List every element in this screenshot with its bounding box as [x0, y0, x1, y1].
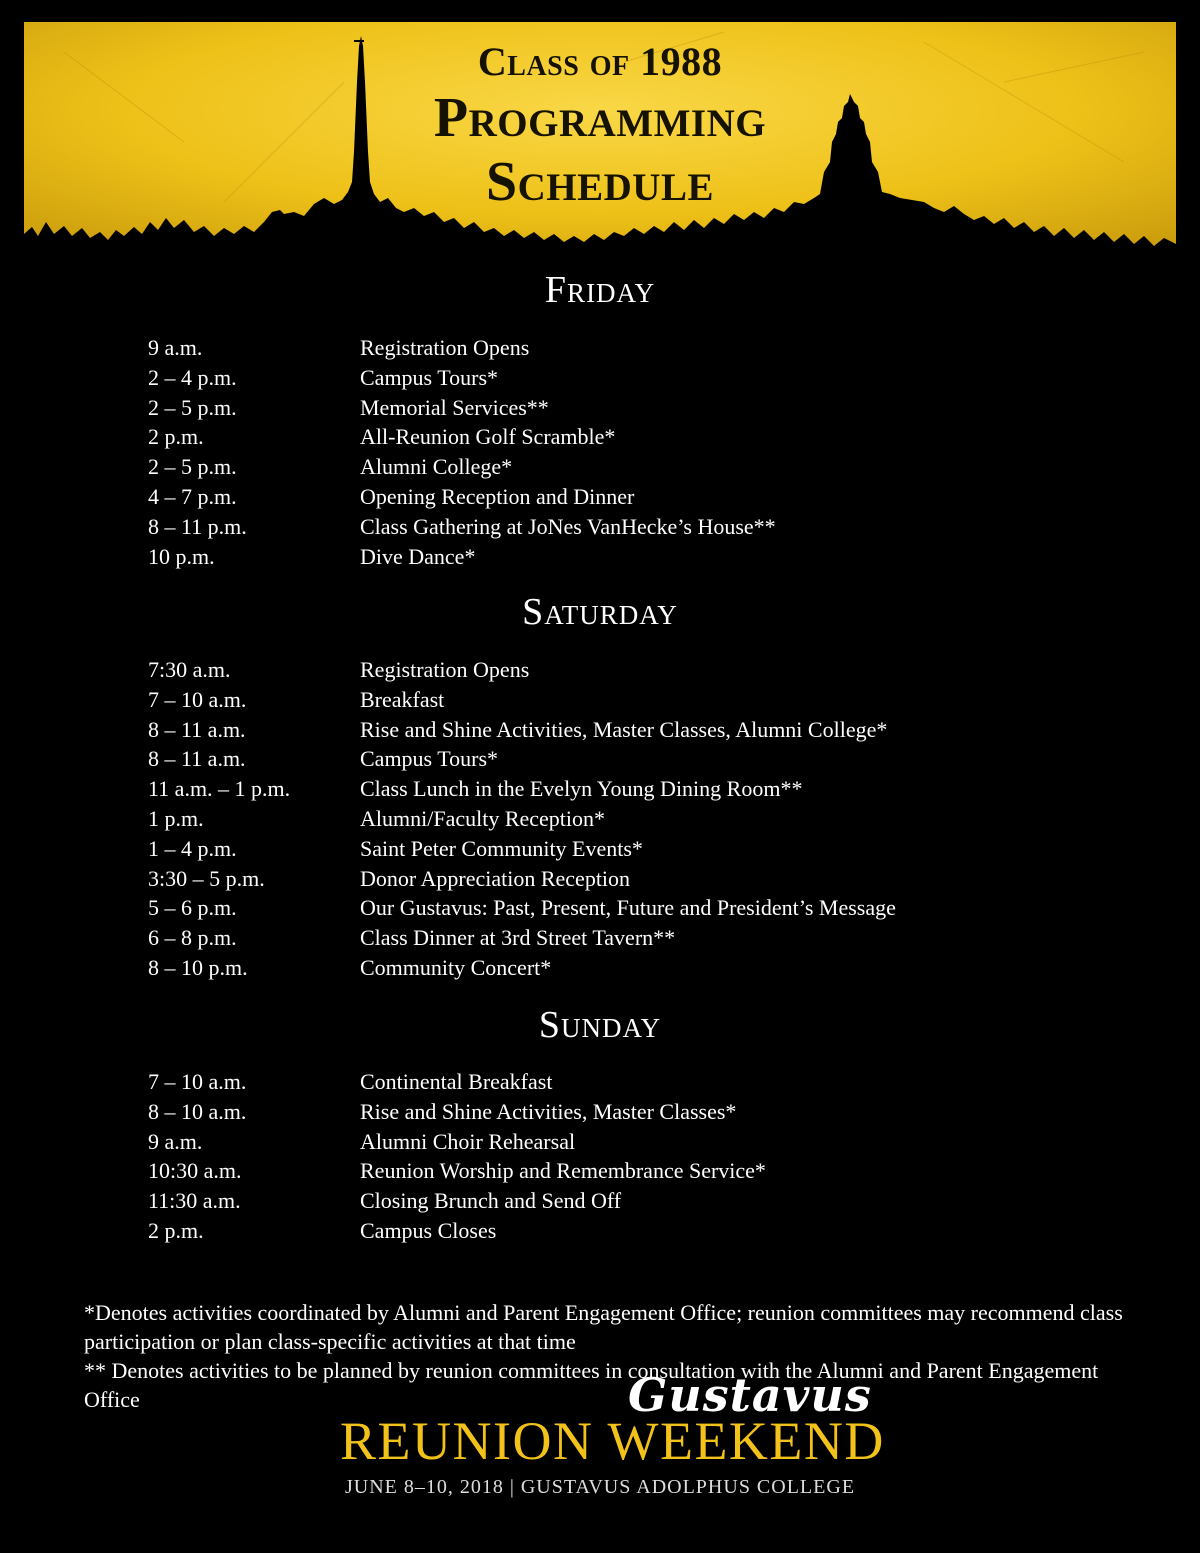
event-time: 2 – 4 p.m. [148, 364, 237, 390]
event-name: Opening Reception and Dinner [360, 483, 635, 509]
schedule-row [148, 482, 1148, 512]
schedule-row [148, 1156, 1148, 1186]
event-time: 1 p.m. [148, 805, 204, 831]
event-time: 10 p.m. [148, 543, 215, 569]
event-name: Donor Appreciation Reception [360, 865, 631, 891]
event-time: 8 – 10 a.m. [148, 1098, 247, 1124]
schedule-row [148, 363, 1148, 393]
schedule-saturday [148, 655, 1148, 983]
event-time: 7 – 10 a.m. [148, 686, 247, 712]
event-name: Reunion Worship and Remembrance Service* [360, 1158, 766, 1184]
schedule-row [148, 422, 1148, 452]
event-name: Our Gustavus: Past, Present, Future and President’s Message [360, 895, 896, 921]
event-name: Registration Opens [360, 657, 530, 682]
event-time: 3:30 – 5 p.m. [148, 865, 265, 891]
event-name: Rise and Shine Activities, Master Classes* [360, 1098, 737, 1124]
schedule-row [148, 804, 1148, 834]
event-time: 2 p.m. [148, 424, 204, 450]
event-time: 4 – 7 p.m. [148, 483, 237, 509]
event-name: Memorial Services** [360, 394, 549, 420]
event-name: Campus Tours* [360, 364, 499, 390]
logo-date-line: JUNE 8–10, 2018 | GUSTAVUS ADOLPHUS COLLEGE [344, 1476, 856, 1498]
event-time: 9 a.m. [148, 1128, 203, 1154]
event-name: Dive Dance* [360, 543, 476, 569]
event-time: 2 p.m. [148, 1217, 204, 1243]
event-name: Class Gathering at JoNes VanHecke’s House** [360, 513, 776, 539]
event-time: 1 – 4 p.m. [148, 835, 237, 861]
event-time: 5 – 6 p.m. [148, 895, 237, 921]
schedule-row [148, 1186, 1148, 1216]
schedule-row [148, 1097, 1148, 1127]
event-name: Rise and Shine Activities, Master Classes, Alumni College* [360, 716, 888, 742]
schedule-row [148, 655, 1148, 685]
event-name: Breakfast [360, 686, 445, 712]
footnote-double-asterisk: ** Denotes activities to be planned by reunion committees in consultation with the Alumni and Parent Engagement Office [84, 1358, 1099, 1412]
event-time: 2 – 5 p.m. [148, 454, 237, 480]
event-name: Alumni College* [360, 454, 513, 480]
event-name: Class Lunch in the Evelyn Young Dining Room** [360, 776, 803, 802]
event-time: 7:30 a.m. [148, 657, 231, 682]
header-title-line-2: Programming [433, 87, 767, 149]
event-name: Campus Closes [360, 1217, 497, 1243]
schedule-row [148, 774, 1148, 804]
event-name: Community Concert* [360, 954, 552, 980]
schedule-row [148, 715, 1148, 745]
event-time: 8 – 10 p.m. [148, 954, 248, 980]
event-time: 9 a.m. [148, 335, 203, 360]
logo-script-wordmark: Gustavus [628, 1368, 872, 1422]
schedule-row [148, 923, 1148, 953]
schedule-row [148, 834, 1148, 864]
event-time: 2 – 5 p.m. [148, 394, 237, 420]
event-time: 11:30 a.m. [148, 1188, 241, 1214]
day-heading-friday: Friday [544, 269, 656, 311]
schedule-row [148, 685, 1148, 715]
schedule-row [148, 393, 1148, 423]
header-title-line-1: Class of 1988 [477, 39, 723, 84]
event-name: Alumni Choir Rehearsal [360, 1128, 576, 1154]
schedule-row [148, 1067, 1148, 1097]
footnote-single-asterisk: *Denotes activities coordinated by Alumni and Parent Engagement Office; reunion committees may recommend class participation or plan class-specific activities at that time [84, 1300, 1123, 1354]
day-heading-saturday: Saturday [522, 591, 678, 633]
event-time: 7 – 10 a.m. [148, 1069, 247, 1094]
schedule-row [148, 333, 1148, 363]
header-title-line-3: Schedule [485, 151, 714, 213]
event-name: Closing Brunch and Send Off [360, 1188, 622, 1214]
schedule-friday [148, 333, 1148, 571]
schedule-sunday [148, 1067, 1148, 1246]
schedule-row [148, 452, 1148, 482]
logo-main-wordmark: REUNION WEEKEND [340, 1411, 885, 1471]
event-name: Alumni/Faculty Reception* [360, 805, 606, 831]
schedule-row [148, 512, 1148, 542]
event-time: 8 – 11 a.m. [148, 716, 246, 742]
event-time: 8 – 11 a.m. [148, 746, 246, 772]
reunion-weekend-logo [340, 1368, 885, 1538]
day-heading-sunday: Sunday [538, 1004, 662, 1046]
event-time: 11 a.m. – 1 p.m. [148, 776, 291, 802]
event-time: 6 – 8 p.m. [148, 925, 237, 951]
event-name: Registration Opens [360, 335, 530, 360]
event-time: 8 – 11 p.m. [148, 513, 247, 539]
event-time: 10:30 a.m. [148, 1158, 242, 1184]
event-name: Campus Tours* [360, 746, 499, 772]
event-name: Saint Peter Community Events* [360, 835, 643, 861]
schedule-row [148, 1216, 1148, 1246]
schedule-row [148, 542, 1148, 572]
event-name: Class Dinner at 3rd Street Tavern** [360, 925, 676, 951]
schedule-row [148, 864, 1148, 894]
schedule-row [148, 1127, 1148, 1157]
event-name: All-Reunion Golf Scramble* [360, 424, 616, 450]
schedule-row [148, 893, 1148, 923]
schedule-row [148, 953, 1148, 983]
schedule-row [148, 744, 1148, 774]
event-name: Continental Breakfast [360, 1069, 553, 1094]
